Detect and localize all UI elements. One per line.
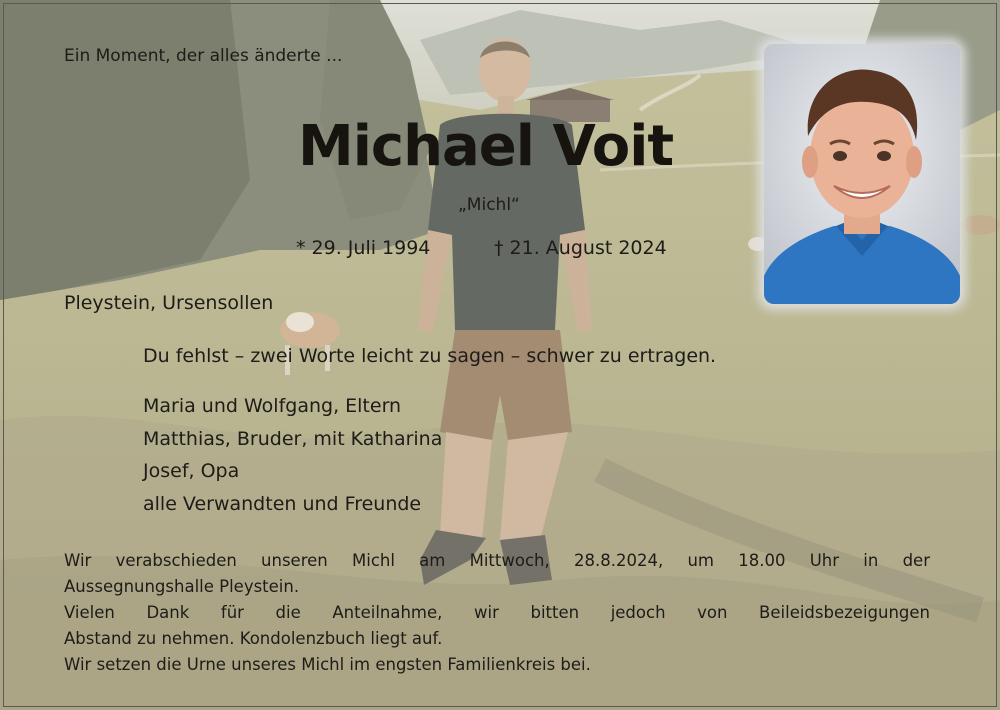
mourner-item: Josef, Opa bbox=[143, 460, 240, 482]
mourners-list bbox=[143, 392, 442, 522]
death-date: † 21. August 2024 bbox=[494, 237, 667, 259]
nickname: „Michl“ bbox=[458, 195, 520, 215]
notice-line: Vielen Dank für die Anteilnahme, wir bitten jedoch von Beileidsbezeigungen bbox=[64, 603, 930, 622]
portrait-photo bbox=[764, 44, 960, 304]
intro-line: Ein Moment, der alles änderte ... bbox=[64, 46, 343, 66]
notice-line: Wir verabschieden unseren Michl am Mittwoch, 28.8.2024, um 18.00 Uhr in der bbox=[64, 551, 930, 570]
mourner-item: Maria und Wolfgang, Eltern bbox=[143, 395, 402, 417]
notice-line: Wir setzen die Urne unseres Michl im engsten Familienkreis bei. bbox=[64, 655, 591, 674]
memorial-quote: Du fehlst – zwei Worte leicht zu sagen – schwer zu ertragen. bbox=[143, 345, 717, 367]
notice-line: Aussegnungshalle Pleystein. bbox=[64, 577, 300, 596]
birth-date: * 29. Juli 1994 bbox=[296, 237, 431, 259]
places: Pleystein, Ursensollen bbox=[64, 292, 274, 314]
mourner-item: alle Verwandten und Freunde bbox=[143, 492, 422, 515]
deceased-name: Michael Voit bbox=[298, 114, 674, 179]
notice-line: Abstand zu nehmen. Kondolenzbuch liegt auf. bbox=[64, 629, 443, 648]
portrait-image bbox=[764, 44, 960, 304]
funeral-notice bbox=[64, 548, 930, 678]
mourner-item: Matthias, Bruder, mit Katharina bbox=[143, 427, 443, 450]
